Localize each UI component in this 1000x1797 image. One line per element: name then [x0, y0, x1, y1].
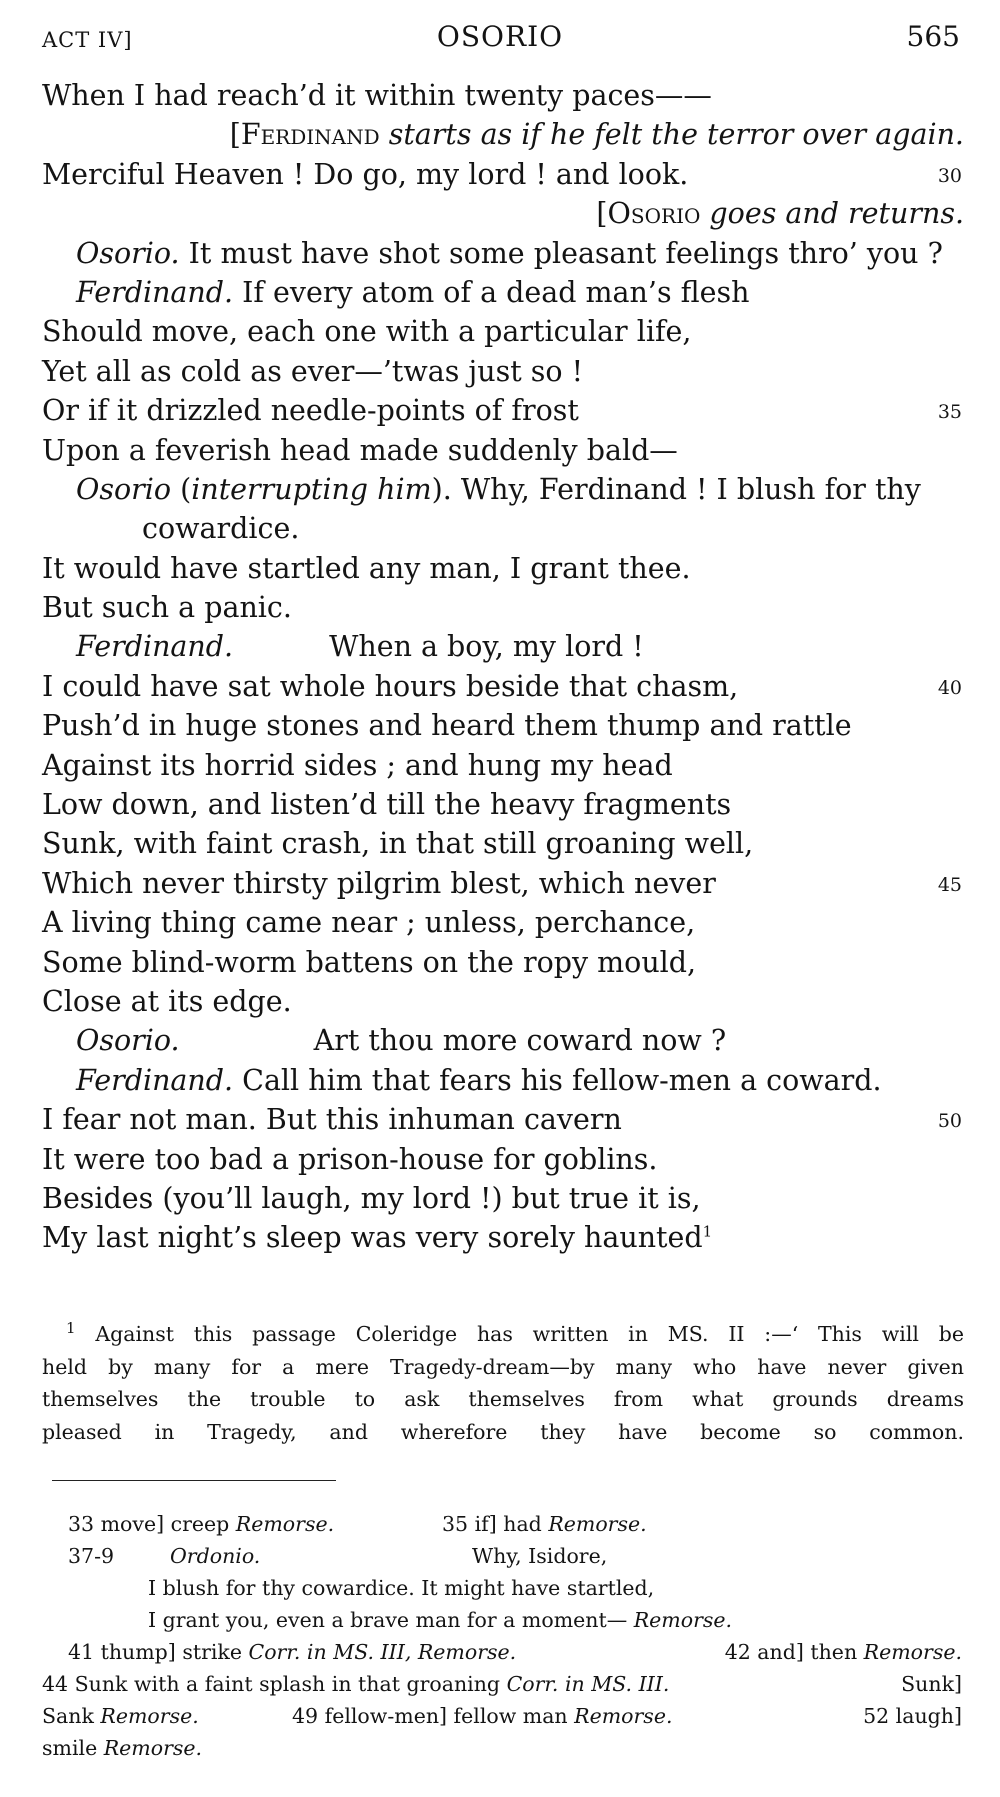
verse-line: Low down, and listen’d till the heavy fragments: [42, 788, 732, 822]
verse-line: Sunk, with faint crash, in that still groaning well,: [42, 827, 754, 861]
speaker-name: Osorio: [76, 472, 172, 506]
page-number: 565: [906, 20, 960, 53]
verse-line: When I had reach’d it within twenty paces——: [42, 79, 712, 112]
line-number: 30: [937, 164, 962, 187]
speaker-name: Osorio: [607, 197, 701, 231]
verse-line: Ferdinand. If every atom of a dead man’s flesh: [76, 275, 750, 309]
footnote-marker: 1: [66, 1319, 76, 1338]
speaker-name: Ferdinand.: [76, 275, 234, 309]
verse-line: Upon a feverish head made suddenly bald—: [42, 433, 678, 467]
verse-line: A living thing came near ; unless, perchance,: [42, 906, 696, 940]
verse-line: Close at its edge.: [42, 984, 292, 1018]
verse-line: Or if it drizzled needle-points of frost 35: [42, 391, 964, 430]
line-number: 35: [937, 401, 962, 424]
verse-line: Against its horrid sides ; and hung my head: [42, 748, 673, 782]
verse-line: It would have startled any man, I grant thee.: [42, 551, 691, 585]
stage-direction: [Ferdinand starts as if he felt the terror over again.: [229, 118, 964, 152]
textual-variants: [42, 1508, 964, 1764]
verse-line: But such a panic.: [42, 591, 292, 625]
line-number: 45: [937, 873, 962, 896]
verse-line: Some blind-worm battens on the ropy mould,: [42, 945, 697, 979]
verse-line: Should move, each one with a particular life,: [42, 315, 692, 349]
stage-direction: [Osorio goes and returns.: [596, 197, 964, 231]
footnote-line: pleased in Tragedy, and wherefore they have become so common.: [42, 1419, 964, 1444]
variant-line: 44 Sunk with a faint splash in that groaning Corr. in MS. III. Sunk]: [42, 1672, 962, 1696]
footnote-marker: 1: [702, 1222, 713, 1241]
verse-line: It were too bad a prison-house for goblins.: [42, 1142, 658, 1176]
verse-line: Osorio. Art thou more coward now ?: [76, 1024, 727, 1058]
running-head-act: ACT IV]: [42, 28, 133, 52]
variant-line: smile Remorse.: [42, 1736, 203, 1760]
verse-block: [42, 76, 964, 1258]
variant-line: I blush for thy cowardice. It might have startled,: [148, 1576, 655, 1600]
variant-line: 33 move] creep Remorse. 35 if] had Remorse.: [68, 1512, 647, 1536]
verse-line: My last night’s sleep was very sorely haunted$^1$: [42, 1221, 713, 1255]
speaker-name: Osorio.: [76, 1024, 180, 1058]
verse-line: I fear not man. But this inhuman cavern 50: [42, 1100, 964, 1139]
speaker-name: Osorio.: [76, 236, 180, 270]
verse-line: Ferdinand. Call him that fears his fellow-men a coward.: [76, 1063, 882, 1097]
verse-line: Ferdinand. When a boy, my lord !: [76, 630, 644, 664]
variant-line: I grant you, even a brave man for a moment— Remorse.: [148, 1608, 733, 1632]
footnote-line: themselves the trouble to ask themselves from what grounds dreams: [42, 1387, 964, 1411]
verse-line: Yet all as cold as ever—’twas just so !: [42, 354, 584, 388]
variant-line: Sank Remorse. 49 fellow-men] fellow man Remorse. 52 laugh]: [42, 1704, 962, 1728]
speaker-name: Ferdinand.: [76, 1063, 234, 1097]
verse-line: Which never thirsty pilgrim blest, which never 45: [42, 864, 964, 903]
speaker-name: Ferdinand.: [76, 630, 234, 664]
verse-line: Merciful Heaven ! Do go, my lord ! and look. 30: [42, 155, 964, 194]
variant-line: 41 thump] strike Corr. in MS. III, Remorse. 42 and] then Remorse.: [68, 1640, 962, 1664]
verse-line: Osorio. It must have shot some pleasant feelings thro’ you ?: [76, 236, 943, 270]
verse-line: Besides (you’ll laugh, my lord !) but true it is,: [42, 1181, 701, 1215]
line-number: 40: [937, 676, 962, 699]
running-head-title: OSORIO: [436, 20, 564, 53]
footnote: [42, 1318, 964, 1448]
line-number: 50: [937, 1110, 962, 1133]
verse-line: Osorio (interrupting him). Why, Ferdinand ! I blush for thy: [76, 472, 921, 506]
variant-line: 37-9 Ordonio. Why, Isidore,: [68, 1544, 608, 1568]
verse-line: I could have sat whole hours beside that chasm, 40: [42, 667, 964, 706]
footnote-line: $^1$ Against this passage Coleridge has written in MS. II :—‘ This will be: [66, 1319, 964, 1346]
verse-line: Push’d in huge stones and heard them thump and rattle: [42, 709, 852, 743]
speaker-name: Ferdinand: [240, 118, 380, 152]
footnote-line: held by many for a mere Tragedy-dream—by many who have never given: [42, 1354, 964, 1379]
footnote-rule: [52, 1480, 336, 1481]
verse-line: cowardice.: [142, 512, 300, 546]
